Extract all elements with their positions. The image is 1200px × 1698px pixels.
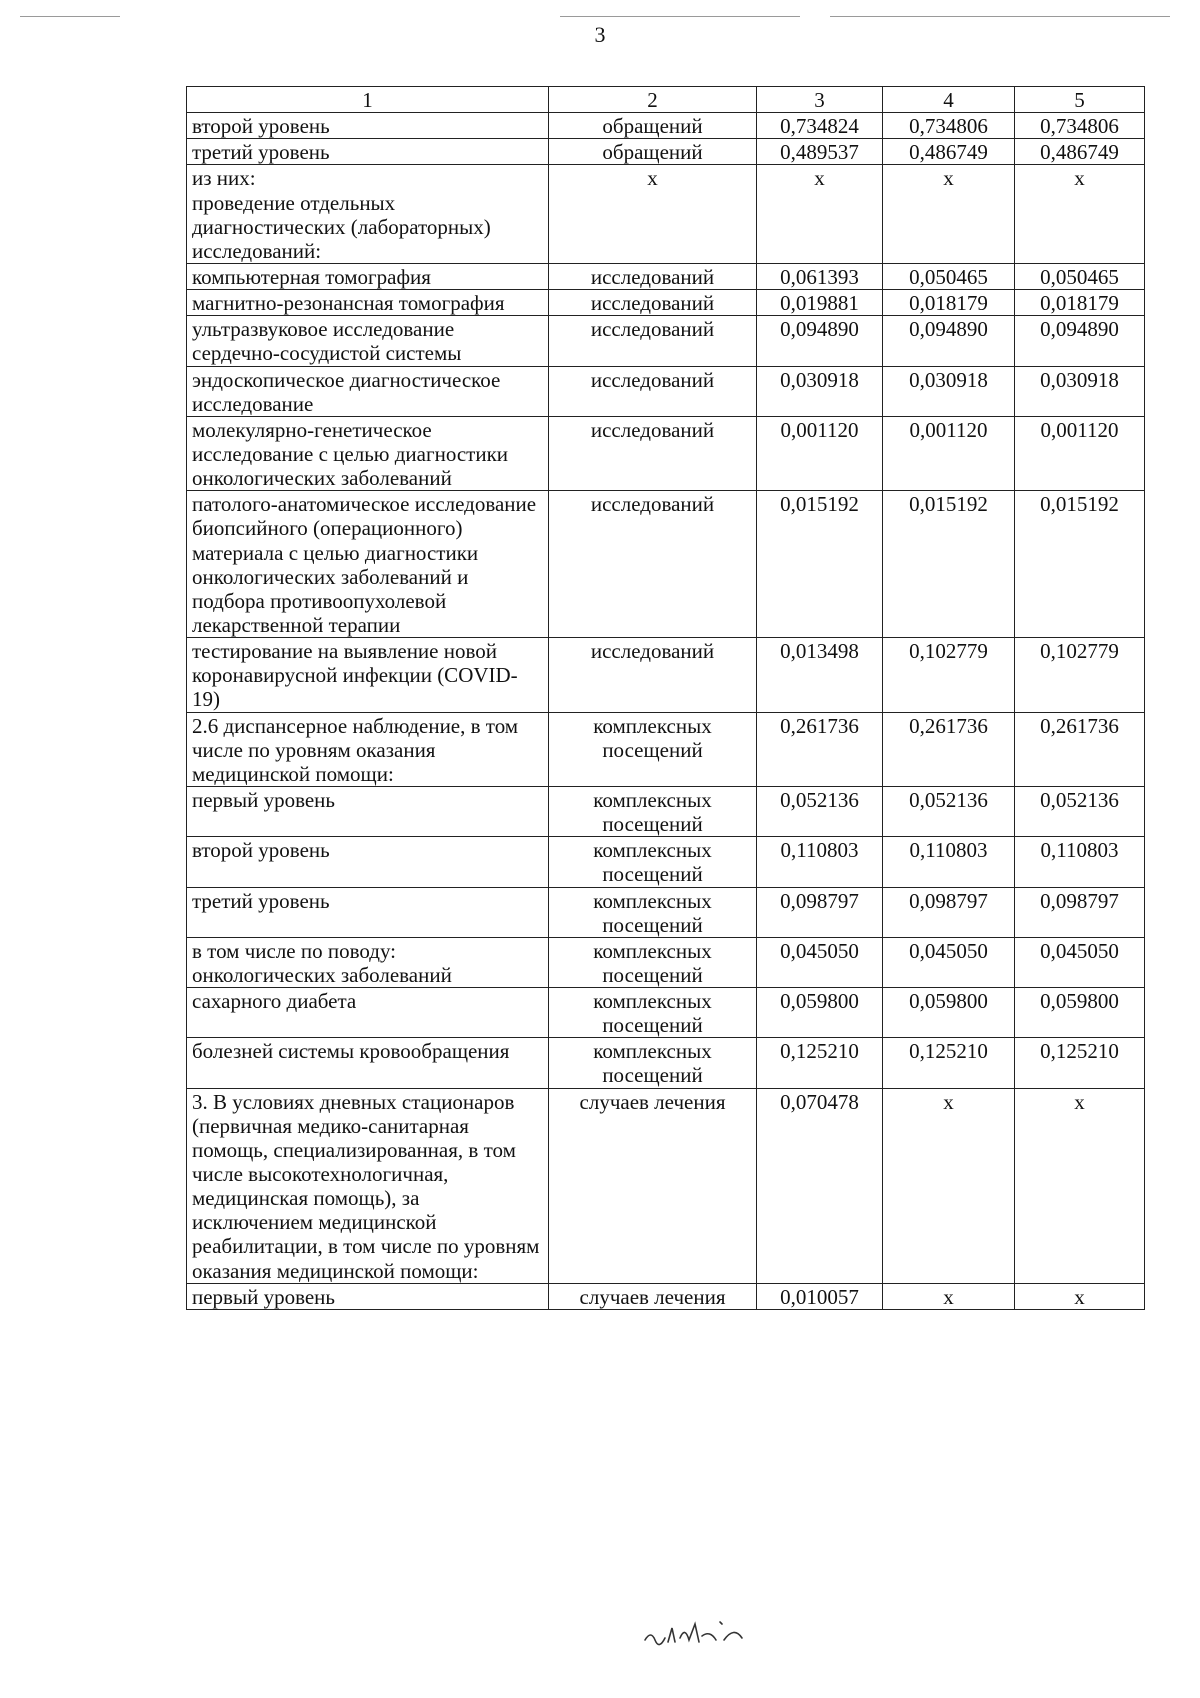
value-cell-col4: х bbox=[883, 1088, 1015, 1283]
value-cell-col4: х bbox=[883, 165, 1015, 264]
value-cell-col3: 0,045050 bbox=[757, 937, 883, 987]
page-number: 3 bbox=[594, 22, 606, 47]
unit-cell: обращений bbox=[549, 113, 757, 139]
scan-edge-line bbox=[830, 16, 1170, 17]
value-cell-col5: х bbox=[1015, 165, 1145, 264]
column-header: 2 bbox=[549, 87, 757, 113]
value-cell-col3: 0,010057 bbox=[757, 1283, 883, 1309]
value-cell-col5: 0,734806 bbox=[1015, 113, 1145, 139]
value-cell-col4: х bbox=[883, 1283, 1015, 1309]
value-cell-col5: 0,261736 bbox=[1015, 712, 1145, 786]
row-name-cell: компьютерная томография bbox=[187, 263, 549, 289]
column-header: 1 bbox=[187, 87, 549, 113]
value-cell-col5: 0,001120 bbox=[1015, 416, 1145, 490]
row-name-cell: второй уровень bbox=[187, 113, 549, 139]
row-name-cell: третий уровень bbox=[187, 887, 549, 937]
value-cell-col3: 0,015192 bbox=[757, 491, 883, 638]
table-row bbox=[187, 988, 1145, 1038]
value-cell-col4: 0,045050 bbox=[883, 937, 1015, 987]
value-cell-col5: 0,094890 bbox=[1015, 316, 1145, 366]
value-cell-col3: 0,094890 bbox=[757, 316, 883, 366]
table-row bbox=[187, 887, 1145, 937]
row-name-cell: из них: проведение отдельных диагностических (лабораторных) исследований: bbox=[187, 165, 549, 264]
table-row bbox=[187, 491, 1145, 638]
value-cell-col5: 0,486749 bbox=[1015, 139, 1145, 165]
table-row bbox=[187, 416, 1145, 490]
handwritten-signature bbox=[640, 1612, 790, 1652]
row-name-cell: второй уровень bbox=[187, 837, 549, 887]
unit-cell: обращений bbox=[549, 139, 757, 165]
value-cell-col4: 0,734806 bbox=[883, 113, 1015, 139]
value-cell-col3: 0,734824 bbox=[757, 113, 883, 139]
table-row bbox=[187, 139, 1145, 165]
unit-cell: комплексных посещений bbox=[549, 1038, 757, 1088]
value-cell-col4: 0,102779 bbox=[883, 638, 1015, 712]
table-header-row bbox=[187, 87, 1145, 113]
unit-cell: комплексных посещений bbox=[549, 837, 757, 887]
row-name-cell: патолого-анатомическое исследование биопсийного (операционного) материала с целью диагностики онкологических заболеваний и подбора противоопухолевой лекарственной терапии bbox=[187, 491, 549, 638]
unit-cell: комплексных посещений bbox=[549, 937, 757, 987]
unit-cell: комплексных посещений bbox=[549, 712, 757, 786]
unit-cell: исследований bbox=[549, 638, 757, 712]
value-cell-col4: 0,094890 bbox=[883, 316, 1015, 366]
table-row bbox=[187, 113, 1145, 139]
value-cell-col5: 0,059800 bbox=[1015, 988, 1145, 1038]
value-cell-col3: 0,098797 bbox=[757, 887, 883, 937]
value-cell-col3: 0,019881 bbox=[757, 290, 883, 316]
value-cell-col4: 0,018179 bbox=[883, 290, 1015, 316]
scan-edge-line bbox=[20, 16, 120, 17]
scan-edge-line bbox=[560, 16, 800, 17]
unit-cell: исследований bbox=[549, 263, 757, 289]
value-cell-col3: 0,059800 bbox=[757, 988, 883, 1038]
value-cell-col5: 0,030918 bbox=[1015, 366, 1145, 416]
value-cell-col5: 0,052136 bbox=[1015, 786, 1145, 836]
row-name-cell: магнитно-резонансная томография bbox=[187, 290, 549, 316]
value-cell-col3: х bbox=[757, 165, 883, 264]
value-cell-col4: 0,001120 bbox=[883, 416, 1015, 490]
row-name-cell: сахарного диабета bbox=[187, 988, 549, 1038]
value-cell-col4: 0,052136 bbox=[883, 786, 1015, 836]
value-cell-col4: 0,098797 bbox=[883, 887, 1015, 937]
column-header: 3 bbox=[757, 87, 883, 113]
unit-cell: комплексных посещений bbox=[549, 786, 757, 836]
indicators-table bbox=[186, 86, 1145, 1310]
table-row bbox=[187, 263, 1145, 289]
value-cell-col5: 0,050465 bbox=[1015, 263, 1145, 289]
value-cell-col5: х bbox=[1015, 1283, 1145, 1309]
unit-cell: исследований bbox=[549, 491, 757, 638]
value-cell-col5: 0,110803 bbox=[1015, 837, 1145, 887]
value-cell-col5: х bbox=[1015, 1088, 1145, 1283]
value-cell-col4: 0,261736 bbox=[883, 712, 1015, 786]
value-cell-col5: 0,102779 bbox=[1015, 638, 1145, 712]
row-name-cell: 2.6 диспансерное наблюдение, в том числе по уровням оказания медицинской помощи: bbox=[187, 712, 549, 786]
value-cell-col3: 0,030918 bbox=[757, 366, 883, 416]
unit-cell: случаев лечения bbox=[549, 1283, 757, 1309]
value-cell-col3: 0,061393 bbox=[757, 263, 883, 289]
value-cell-col3: 0,052136 bbox=[757, 786, 883, 836]
value-cell-col3: 0,013498 bbox=[757, 638, 883, 712]
row-name-cell: первый уровень bbox=[187, 1283, 549, 1309]
unit-cell: случаев лечения bbox=[549, 1088, 757, 1283]
row-name-cell: в том числе по поводу: онкологических заболеваний bbox=[187, 937, 549, 987]
value-cell-col4: 0,059800 bbox=[883, 988, 1015, 1038]
unit-cell: исследований bbox=[549, 416, 757, 490]
unit-cell: исследований bbox=[549, 290, 757, 316]
value-cell-col3: 0,110803 bbox=[757, 837, 883, 887]
table-row bbox=[187, 786, 1145, 836]
value-cell-col3: 0,489537 bbox=[757, 139, 883, 165]
unit-cell: исследований bbox=[549, 316, 757, 366]
unit-cell: исследований bbox=[549, 366, 757, 416]
table-row bbox=[187, 1088, 1145, 1283]
value-cell-col5: 0,098797 bbox=[1015, 887, 1145, 937]
value-cell-col4: 0,110803 bbox=[883, 837, 1015, 887]
table-row bbox=[187, 638, 1145, 712]
row-name-cell: третий уровень bbox=[187, 139, 549, 165]
row-name-cell: 3. В условиях дневных стационаров (первичная медико-санитарная помощь, специализированная, в том числе высокотехнологичная, медицинская помощь), за исключением медицинской реабилитации, в том числе по уровням оказания медицинской помощи: bbox=[187, 1088, 549, 1283]
value-cell-col5: 0,015192 bbox=[1015, 491, 1145, 638]
table-row bbox=[187, 290, 1145, 316]
value-cell-col3: 0,001120 bbox=[757, 416, 883, 490]
value-cell-col4: 0,125210 bbox=[883, 1038, 1015, 1088]
row-name-cell: эндоскопическое диагностическое исследование bbox=[187, 366, 549, 416]
unit-cell: комплексных посещений bbox=[549, 988, 757, 1038]
table-row bbox=[187, 1283, 1145, 1309]
value-cell-col4: 0,030918 bbox=[883, 366, 1015, 416]
unit-cell: х bbox=[549, 165, 757, 264]
value-cell-col5: 0,018179 bbox=[1015, 290, 1145, 316]
table-row bbox=[187, 1038, 1145, 1088]
row-name-cell: первый уровень bbox=[187, 786, 549, 836]
row-name-cell: ультразвуковое исследование сердечно-сосудистой системы bbox=[187, 316, 549, 366]
value-cell-col4: 0,015192 bbox=[883, 491, 1015, 638]
value-cell-col5: 0,045050 bbox=[1015, 937, 1145, 987]
column-header: 5 bbox=[1015, 87, 1145, 113]
row-name-cell: молекулярно-генетическое исследование с целью диагностики онкологических заболеваний bbox=[187, 416, 549, 490]
value-cell-col3: 0,125210 bbox=[757, 1038, 883, 1088]
table-row bbox=[187, 366, 1145, 416]
table-row bbox=[187, 837, 1145, 887]
row-name-cell: болезней системы кровообращения bbox=[187, 1038, 549, 1088]
unit-cell: комплексных посещений bbox=[549, 887, 757, 937]
table-row bbox=[187, 316, 1145, 366]
value-cell-col3: 0,261736 bbox=[757, 712, 883, 786]
value-cell-col4: 0,486749 bbox=[883, 139, 1015, 165]
table-row bbox=[187, 937, 1145, 987]
table-row bbox=[187, 712, 1145, 786]
row-name-cell: тестирование на выявление новой коронавирусной инфекции (COVID-19) bbox=[187, 638, 549, 712]
table-row bbox=[187, 165, 1145, 264]
column-header: 4 bbox=[883, 87, 1015, 113]
value-cell-col3: 0,070478 bbox=[757, 1088, 883, 1283]
value-cell-col5: 0,125210 bbox=[1015, 1038, 1145, 1088]
value-cell-col4: 0,050465 bbox=[883, 263, 1015, 289]
